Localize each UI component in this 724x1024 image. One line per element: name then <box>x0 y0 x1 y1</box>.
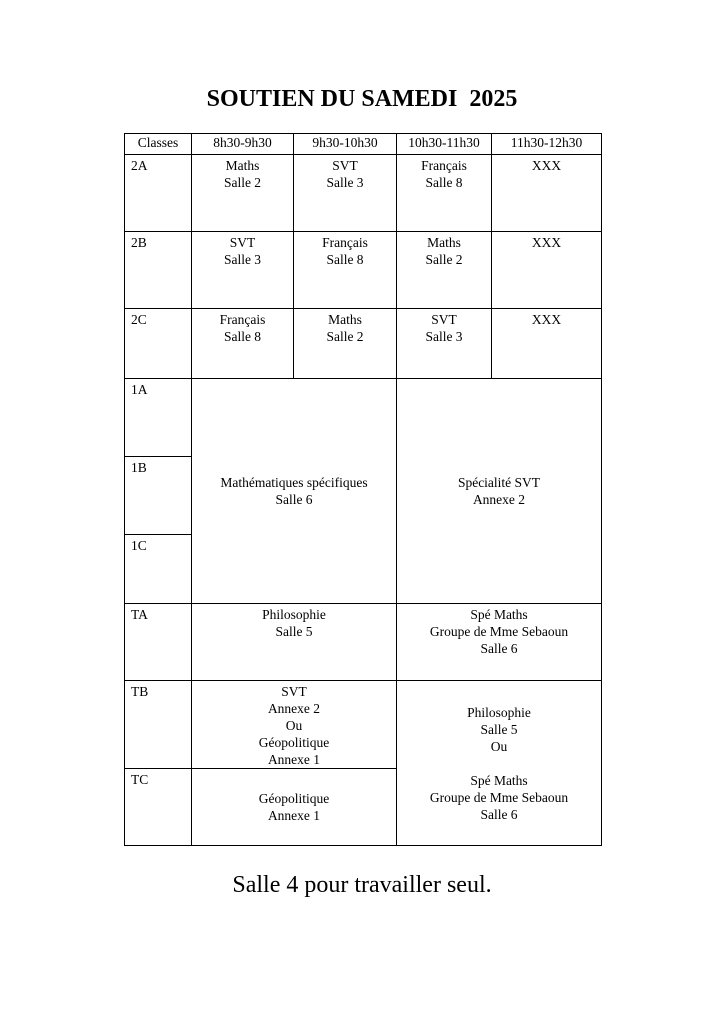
subject: Philosophie <box>262 607 326 622</box>
row-2C <box>125 309 602 379</box>
spacer <box>397 755 601 772</box>
group: Groupe de Mme Sebaoun <box>429 789 569 805</box>
subject: SVT <box>431 312 457 327</box>
cell-2A-slot1 <box>192 155 294 232</box>
room: Salle 3 <box>425 329 463 344</box>
row-1A <box>125 379 602 457</box>
cell-TB-morning <box>192 681 397 769</box>
subject: Spé Maths <box>470 772 528 788</box>
footer-note: Salle 4 pour travailler seul. <box>232 872 492 898</box>
subject: Mathématiques spécifiques <box>220 475 368 490</box>
cell-TA-morning <box>192 604 397 681</box>
subject: Philosophie <box>467 704 531 720</box>
subject: Maths <box>225 158 260 173</box>
cell-TA-late <box>397 604 602 681</box>
room: Salle 3 <box>326 175 364 190</box>
class-label: 2B <box>125 232 192 309</box>
cell-2C-slot2 <box>294 309 397 379</box>
cell-first-late <box>397 379 602 604</box>
header-slot-1: 8h30-9h30 <box>192 134 294 155</box>
subject: Géopolitique <box>258 735 330 750</box>
room: Annexe 2 <box>472 492 526 507</box>
room: Annexe 2 <box>267 701 321 716</box>
subject: SVT <box>229 235 256 250</box>
room: Salle 2 <box>223 175 262 190</box>
class-label: 2C <box>125 309 192 379</box>
page-title: SOUTIEN DU SAMEDI 2025 <box>206 86 518 112</box>
subject: Français <box>219 312 266 327</box>
room: Annexe 1 <box>267 752 321 767</box>
subject: SVT <box>332 158 358 173</box>
cell-2A-slot4: XXX <box>492 155 602 232</box>
row-TA <box>125 604 602 681</box>
subject: Géopolitique <box>258 791 330 806</box>
room: Salle 2 <box>326 329 364 344</box>
class-label: 1C <box>125 535 192 604</box>
room: Salle 6 <box>275 492 313 507</box>
cell-2C-slot4: XXX <box>492 309 602 379</box>
class-label: TA <box>125 604 192 681</box>
subject: Spé Maths <box>470 607 528 622</box>
row-2B <box>125 232 602 309</box>
class-label: 1A <box>125 379 192 457</box>
group: Groupe de Mme Sebaoun <box>429 624 569 639</box>
room: Salle 3 <box>223 252 262 267</box>
header-slot-3: 10h30-11h30 <box>397 134 492 155</box>
subject: Français <box>322 235 368 250</box>
class-label: TC <box>125 769 192 846</box>
room: Salle 8 <box>425 175 463 190</box>
cell-2B-slot4: XXX <box>492 232 602 309</box>
or-label: Ou <box>490 738 508 754</box>
cell-TC-morning <box>192 769 397 846</box>
cell-2B-slot1 <box>192 232 294 309</box>
row-2A <box>125 155 602 232</box>
room: Annexe 1 <box>267 808 321 823</box>
room: Salle 6 <box>480 641 518 656</box>
room: Salle 5 <box>275 624 313 639</box>
subject: Maths <box>328 312 362 327</box>
subject: SVT <box>281 684 307 699</box>
header-classes: Classes <box>125 134 192 155</box>
room: Salle 2 <box>425 252 463 267</box>
schedule-table <box>124 133 602 846</box>
cell-2A-slot2 <box>294 155 397 232</box>
subject: Spécialité SVT <box>457 475 541 490</box>
cell-TBTC-late <box>397 681 602 846</box>
cell-first-morning <box>192 379 397 604</box>
cell-2C-slot1 <box>192 309 294 379</box>
or-label: Ou <box>285 718 303 733</box>
room: Salle 8 <box>326 252 364 267</box>
room: Salle 5 <box>480 721 518 737</box>
room: Salle 8 <box>223 329 262 344</box>
row-TB <box>125 681 602 769</box>
header-slot-2: 9h30-10h30 <box>294 134 397 155</box>
class-label: 1B <box>125 457 192 535</box>
cell-2C-slot3 <box>397 309 492 379</box>
cell-2B-slot2 <box>294 232 397 309</box>
subject: Français <box>421 158 467 173</box>
header-row <box>125 134 602 155</box>
class-label: 2A <box>125 155 192 232</box>
cell-2B-slot3 <box>397 232 492 309</box>
header-slot-4: 11h30-12h30 <box>492 134 602 155</box>
cell-2A-slot3 <box>397 155 492 232</box>
subject: Maths <box>427 235 461 250</box>
room: Salle 6 <box>480 806 518 822</box>
class-label: TB <box>125 681 192 769</box>
